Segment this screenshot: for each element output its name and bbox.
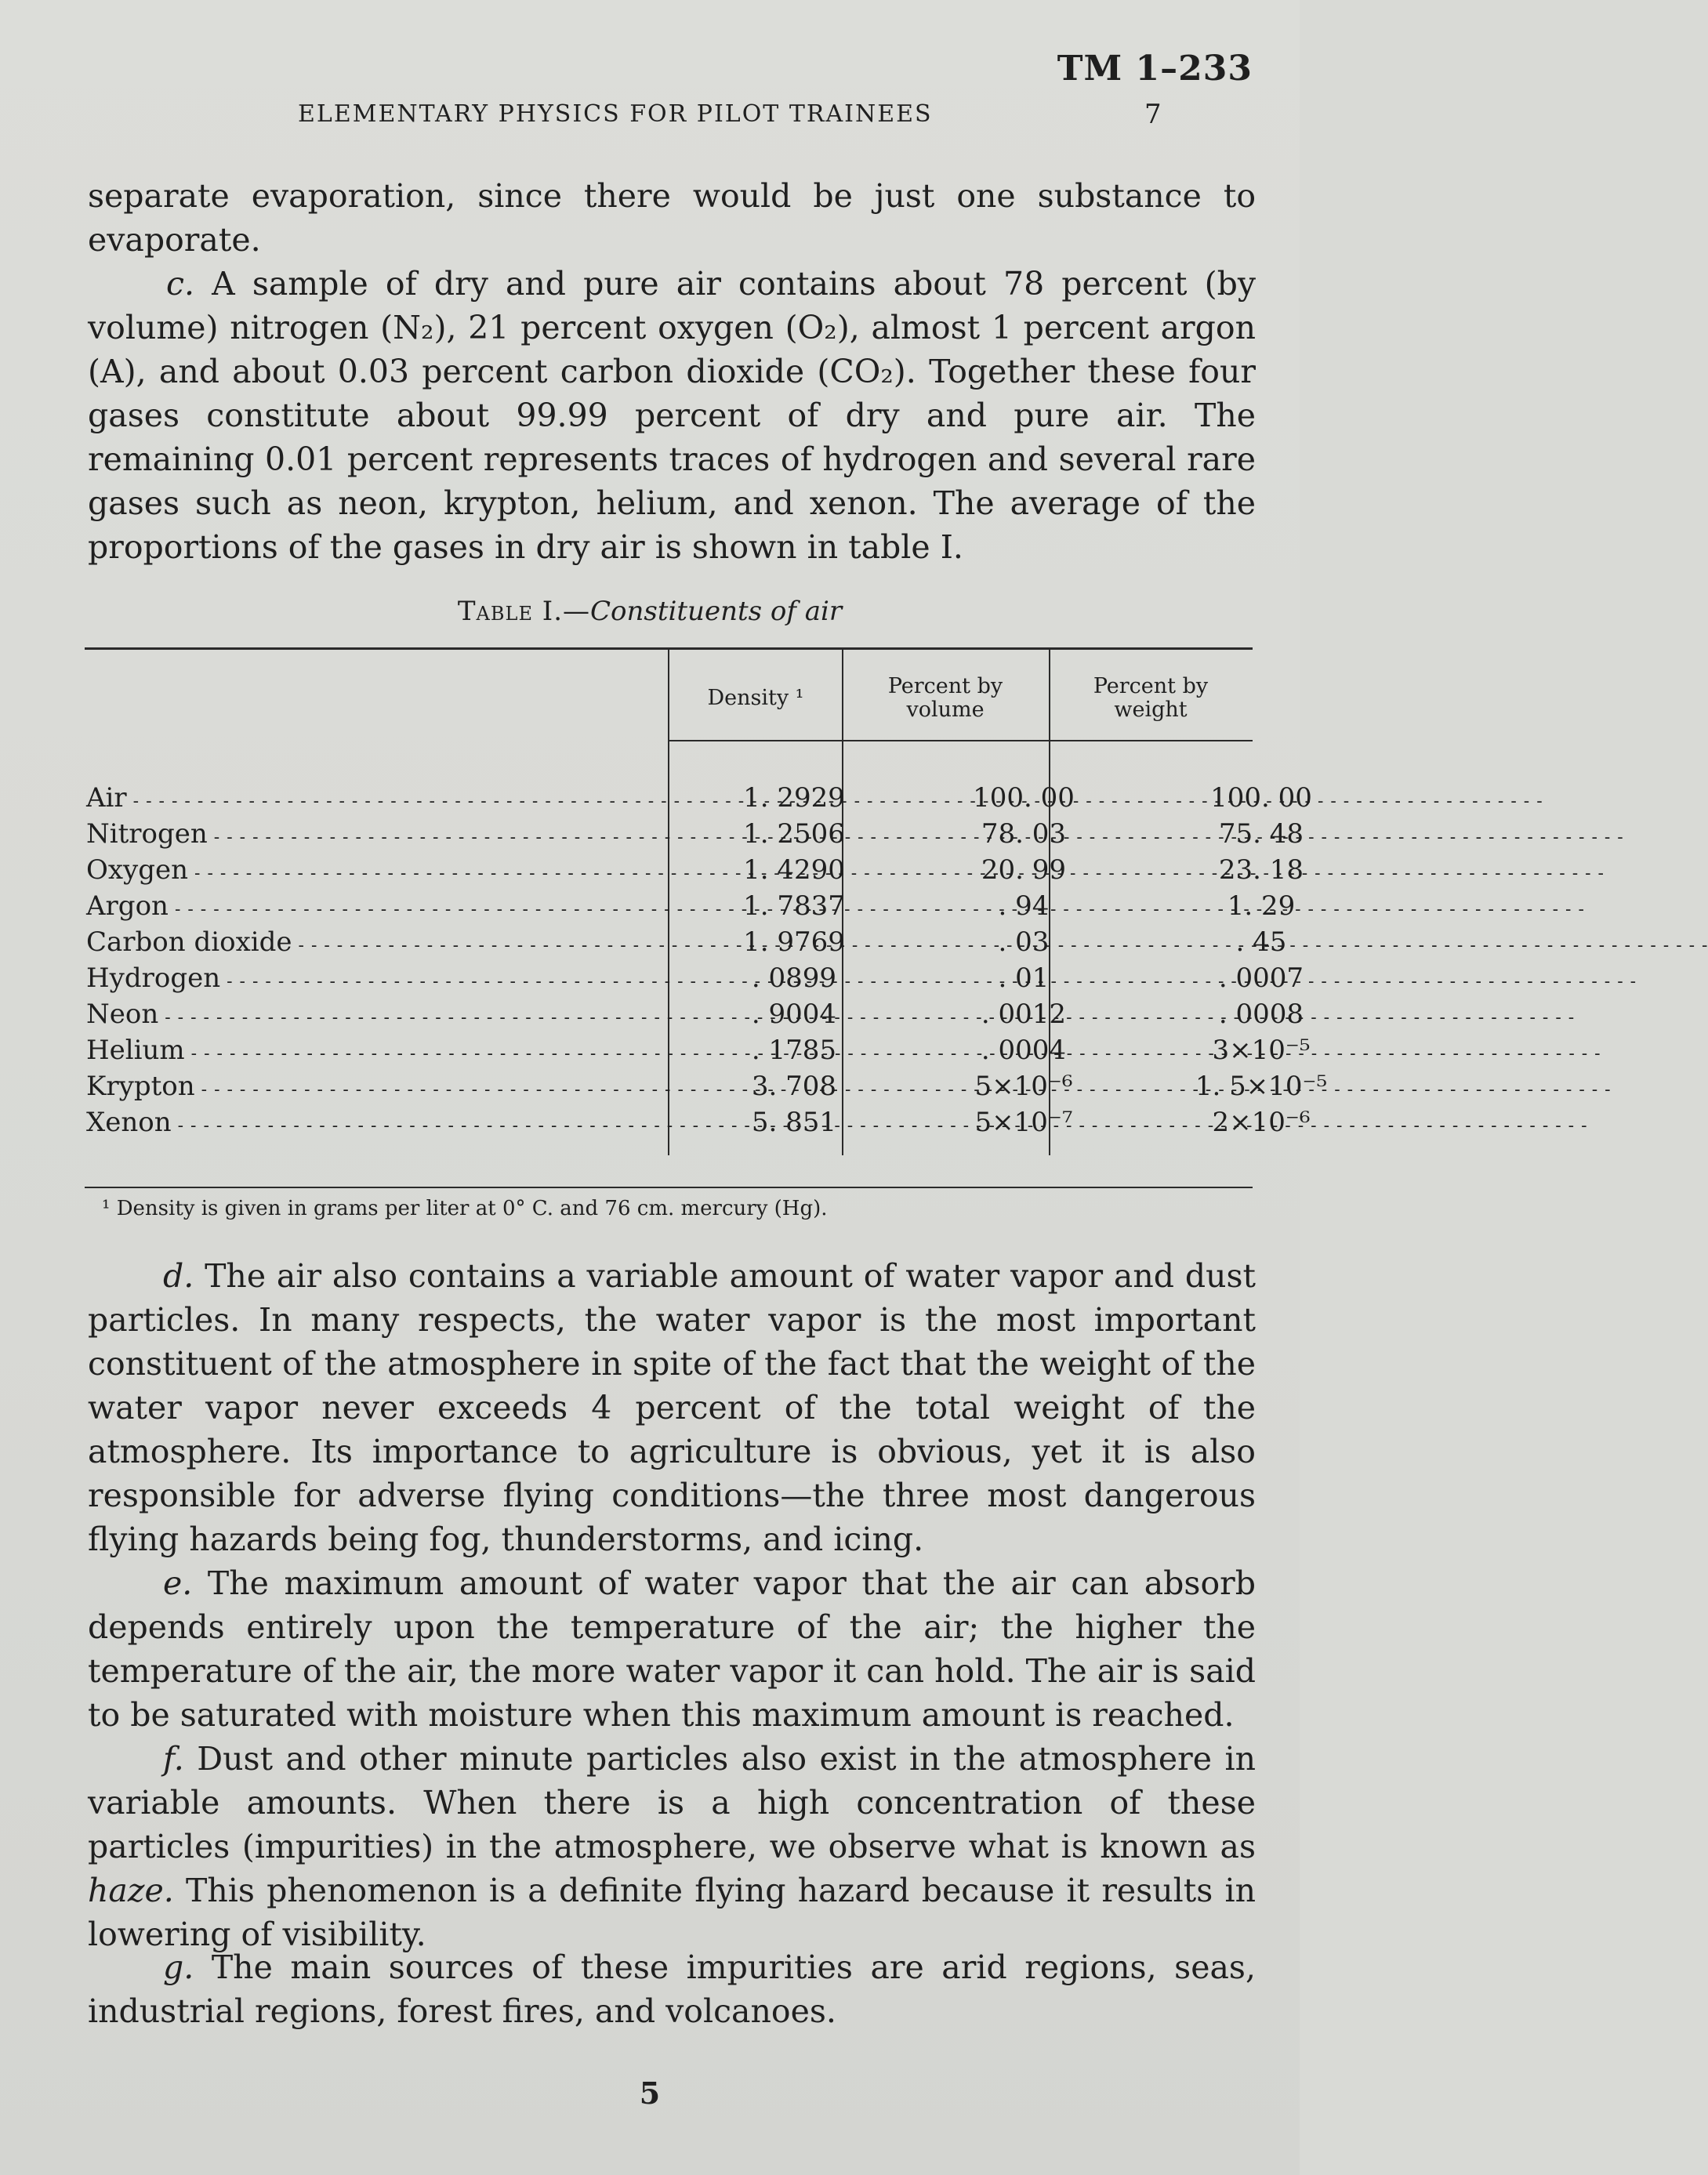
row-weight: 1. 5×10⁻⁵ (1195, 1071, 1328, 1102)
row-weight: 23. 18 (1218, 854, 1304, 886)
paragraph-e-text: The maximum amount of water vapor that the air can absorb depends entirely upon the temperature of the air; the higher the temperature of the air, the more water vapor it can hold. The air is said to be saturated with moisture when this maximum amount is reached. (88, 1564, 1256, 1734)
row-density: 1. 2929 (743, 782, 845, 814)
table-row (85, 962, 1304, 999)
paragraph-e (88, 1561, 1256, 1737)
row-density: . 1785 (751, 1035, 837, 1066)
row-volume: . 0012 (981, 999, 1067, 1030)
table-footnote: ¹ Density is given in grams per liter at 0° C. and 76 cm. mercury (Hg). (102, 1197, 828, 1220)
running-head: ELEMENTARY PHYSICS FOR PILOT TRAINEES (298, 100, 933, 128)
row-weight: 1. 29 (1227, 890, 1296, 922)
table-row (85, 1107, 1311, 1143)
paragraph-g-text: The main sources of these impurities are arid regions, seas, industrial regions, forest fires, and volcanoes. (88, 1948, 1256, 2030)
paragraph-g-label: g. (163, 1948, 194, 1986)
row-volume: . 03 (998, 926, 1050, 958)
row-name: Neon - - - (86, 999, 666, 1030)
table-caption-prefix: Table I.— (457, 596, 591, 627)
row-density: . 9004 (751, 999, 837, 1030)
paragraph-c-label: c. (166, 265, 194, 303)
row-name: Argon - - - (86, 890, 666, 922)
table-row (85, 782, 1312, 818)
table-row (85, 854, 1304, 890)
table-caption-title: Constituents of air (590, 596, 843, 627)
row-weight: . 0007 (1218, 962, 1304, 994)
constituents-table (85, 647, 1328, 1188)
row-density: 1. 7837 (743, 890, 845, 922)
paragraph-d-label: d. (163, 1257, 194, 1295)
row-name: Carbon dioxide - - - (86, 926, 666, 958)
row-name: Helium - - - (86, 1035, 666, 1066)
row-weight: . 45 (1235, 926, 1287, 958)
paragraph-continuation: separate evaporation, since there would be just one substance to evaporate. (88, 177, 1256, 259)
page-number: 7 (1144, 99, 1162, 130)
row-density: 3. 708 (751, 1071, 837, 1102)
paragraph-e-label: e. (163, 1564, 193, 1602)
paragraph-f-text-1: Dust and other minute particles also exist in the atmosphere in variable amounts. When there is a high concentration of these particles (impurities) in the atmosphere, we observe what is known as (88, 1740, 1256, 1865)
row-name: Krypton - - - (86, 1071, 666, 1102)
paragraph-d (88, 1254, 1256, 1561)
table-row (85, 818, 1304, 854)
paragraph-c-text: A sample of dry and pure air contains about 78 percent (by volume) nitrogen (N₂), 21 percent oxygen (O₂), almost 1 percent argon (A), and about 0.03 percent carbon dioxide (CO₂). Together these four gases constitute about 99.99 percent of dry and pure air. The remaining 0.01 percent represents traces of hydrogen and several rare gases such as neon, krypton, helium, and xenon. The average of the proportions of the gases in dry air is shown in table I. (88, 265, 1256, 566)
table-row (85, 1071, 1328, 1107)
folio-number: 5 (639, 2075, 661, 2111)
row-weight: . 0008 (1218, 999, 1304, 1030)
column-header-density: Density ¹ (707, 686, 804, 710)
row-volume: 100. 00 (973, 782, 1075, 814)
row-name: Nitrogen - - - (86, 818, 666, 850)
table-row (85, 926, 1287, 962)
table-bottom-rule (85, 1187, 1253, 1188)
column-header-weight: Percent by weight (1093, 674, 1209, 722)
row-volume: . 0004 (981, 1035, 1067, 1066)
row-volume: 5×10⁻⁶ (974, 1071, 1073, 1102)
paragraph-g (88, 1945, 1256, 2033)
column-header-volume: Percent by volume (887, 674, 1003, 722)
row-volume: 78. 03 (981, 818, 1067, 850)
row-weight: 100. 00 (1210, 782, 1312, 814)
paragraph-d-text: The air also contains a variable amount of water vapor and dust particles. In many respects, the water vapor is the most important constituent of the atmosphere in spite of the fact that the weight of the water vapor never exceeds 4 percent of the total weight of the atmosphere. Its importance to agriculture is obvious, yet it is also responsible for adverse flying conditions—the three most dangerous flying hazards being fog, thunderstorms, and icing. (88, 1257, 1256, 1558)
paragraph-f-text-2: This phenomenon is a definite flying hazard because it results in lowering of visibility. (88, 1872, 1256, 1953)
row-volume: . 01 (998, 962, 1050, 994)
row-volume: 5×10⁻⁷ (974, 1107, 1073, 1138)
paragraph-f-label: f. (163, 1740, 184, 1778)
table-row (85, 1035, 1311, 1071)
row-weight: 75. 48 (1218, 818, 1304, 850)
table-row (85, 890, 1296, 926)
row-density: 1. 2506 (743, 818, 845, 850)
paragraph-c (88, 262, 1256, 569)
row-weight: 2×10⁻⁶ (1212, 1107, 1311, 1138)
row-name: Oxygen - - - (86, 854, 666, 886)
row-name: Xenon - - - (86, 1107, 666, 1138)
tm-designation: TM 1–233 (1057, 49, 1253, 89)
table-row (85, 999, 1304, 1035)
row-density: . 0899 (751, 962, 837, 994)
paragraph-f-haze: haze. (88, 1872, 174, 1909)
row-density: 1. 9769 (743, 926, 845, 958)
row-density: 1. 4290 (743, 854, 845, 886)
row-name: Hydrogen - - - (86, 962, 666, 994)
row-volume: 20. 99 (981, 854, 1067, 886)
table-caption (0, 596, 1300, 627)
paragraph-f (88, 1737, 1256, 1956)
table-header-rule (669, 740, 1253, 741)
row-weight: 3×10⁻⁵ (1212, 1035, 1311, 1066)
row-volume: . 94 (998, 890, 1050, 922)
row-name: Air - - - (86, 782, 666, 814)
row-density: 5. 851 (751, 1107, 837, 1138)
